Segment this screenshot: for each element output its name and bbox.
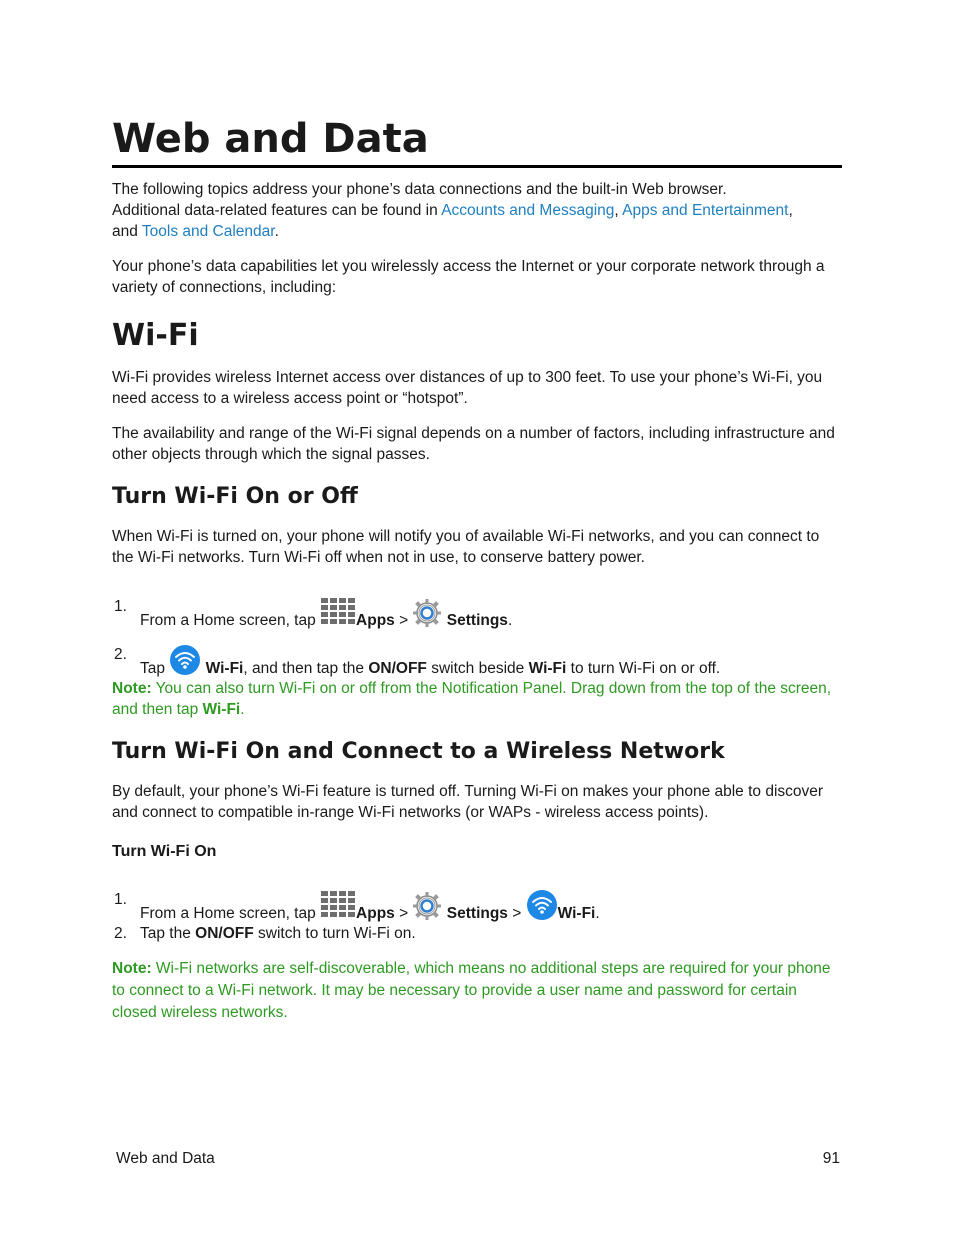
wifi-icon[interactable] [526,889,558,927]
footer-section: Web and Data [116,1150,215,1167]
settings-gear-icon[interactable] [412,891,442,927]
link-accounts-messaging[interactable]: Accounts and Messaging [441,202,615,219]
intro-paragraph-1: The following topics address your phone’s data connections and the built-in Web browser. Additional data-related features can be found in Accounts and Messaging, Apps and Entertainment, and Tools and Calendar. [112,181,793,240]
intro-paragraph-2: Your phone’s data capabilities let you wirelessly access the Internet or your corporate network through a variety of connections, including: [112,258,825,296]
link-tools-calendar[interactable]: Tools and Calendar [141,223,275,240]
title-rule [112,165,842,168]
connect-paragraph: By default, your phone’s Wi-Fi feature is turned off. Turning Wi-Fi on makes your phone able to discover and connect to compatible in-range Wi-Fi networks (or WAPs - wireless access points). [112,783,824,821]
page-title: Web and Data [112,116,429,162]
wifi-paragraph-1: Wi-Fi provides wireless Internet access over distances of up to 300 feet. To use your phone’s Wi-Fi, you need access to a wireless access point or “hotspot”. [112,369,823,407]
wifi-paragraph-2: The availability and range of the Wi-Fi signal depends on a number of factors, including infrastructure and other objects through which the signal passes. [112,425,835,463]
apps-grid-icon[interactable] [320,596,356,634]
subheading-turn-wifi-on: Turn Wi-Fi On [112,843,217,860]
wifi-icon[interactable] [169,644,201,682]
link-apps-entertainment[interactable]: Apps and Entertainment [622,202,789,219]
footer-page-number: 91 [822,1150,840,1167]
heading-turn-wifi-on-off: Turn Wi-Fi On or Off [112,484,358,509]
settings-gear-icon[interactable] [412,598,442,634]
onoff-note: Note: You can also turn Wi-Fi on or off from the Notification Panel. Drag down from the top of the screen, and then tap Wi-Fi. [112,680,832,718]
onoff-paragraph: When Wi-Fi is turned on, your phone will notify you of available Wi-Fi networks, and you can connect to the Wi-Fi networks. Turn Wi-Fi off when not in use, to conserve battery power. [112,528,820,566]
heading-wifi: Wi-Fi [112,318,199,353]
apps-grid-icon[interactable] [320,889,356,927]
connect-note: Note: Wi-Fi networks are self-discoverable, which means no additional steps are required for your phone to connect to a Wi-Fi network. It may be necessary to provide a user name and password for certain closed wireless networks. [112,960,831,1021]
heading-connect-wireless: Turn Wi-Fi On and Connect to a Wireless Network [112,739,725,764]
